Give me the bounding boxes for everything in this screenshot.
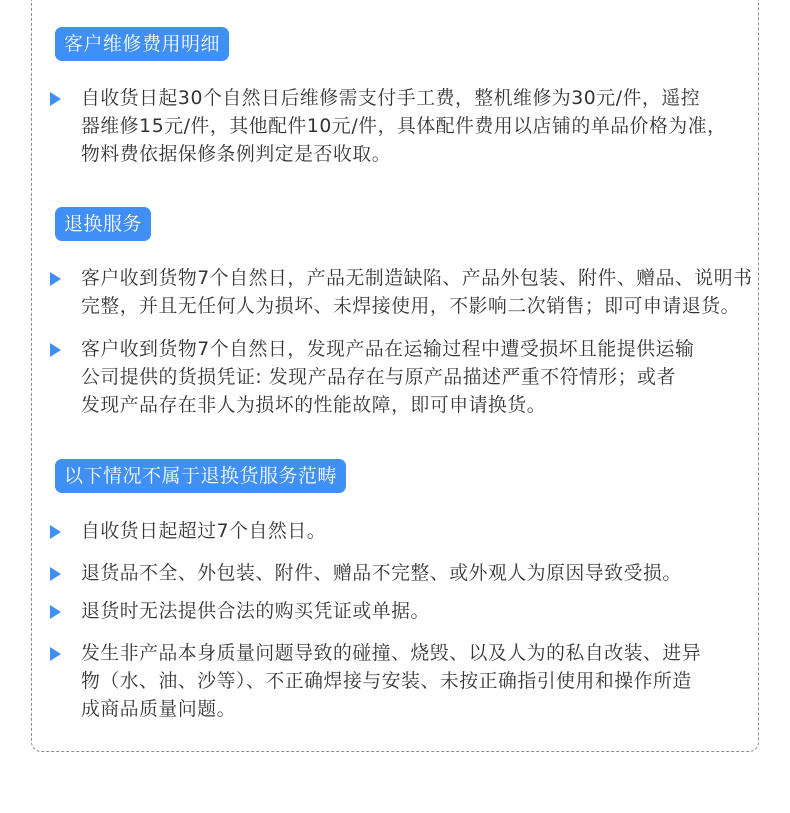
- section-title-repair-fees: 客户维修费用明细: [55, 27, 229, 61]
- list-item-text: 自收货日起超过7个自然日。: [81, 521, 327, 542]
- triangle-bullet-icon: [50, 92, 61, 106]
- list-item-text: 发生非产品本身质量问题导致的碰撞、烧毁、以及人为的私自改装、进异 物（水、油、沙等）、不正确焊接与安装、未按正确指引使用和操作所造 成商品质量问题。: [81, 643, 702, 720]
- list-item-text: 自收货日起30个自然日后维修需支付手工费，整机维修为30元/件，遥控 器维修15元/件，其他配件10元/件，具体配件费用以店铺的单品价格为准， 物料费依据保修条例判定是否收取。: [81, 88, 727, 165]
- list-item-text: 客户收到货物7个自然日，发现产品在运输过程中遭受损坏且能提供运输 公司提供的货损凭证: 发现产品存在与原产品描述严重不符情形；或者 发现产品存在非人为损坏的性能故障，即可申请换货。: [81, 339, 695, 416]
- triangle-bullet-icon: [50, 647, 61, 661]
- triangle-bullet-icon: [50, 525, 61, 539]
- list-item-text: 退货品不全、外包装、附件、赠品不完整、或外观人为原因导致受损。: [81, 563, 682, 584]
- list-item-text: 客户收到货物7个自然日，产品无制造缺陷、产品外包装、附件、赠品、说明书 完整，并且无任何人为损坏、未焊接使用，不影响二次销售；即可申请退货。: [81, 268, 753, 317]
- triangle-bullet-icon: [50, 605, 61, 619]
- section-title-return-exchange: 退换服务: [55, 207, 151, 241]
- triangle-bullet-icon: [50, 567, 61, 581]
- section-title-exclusions: 以下情况不属于退换货服务范畴: [55, 459, 346, 493]
- triangle-bullet-icon: [50, 272, 61, 286]
- triangle-bullet-icon: [50, 343, 61, 357]
- list-item-text: 退货时无法提供合法的购买凭证或单据。: [81, 601, 430, 622]
